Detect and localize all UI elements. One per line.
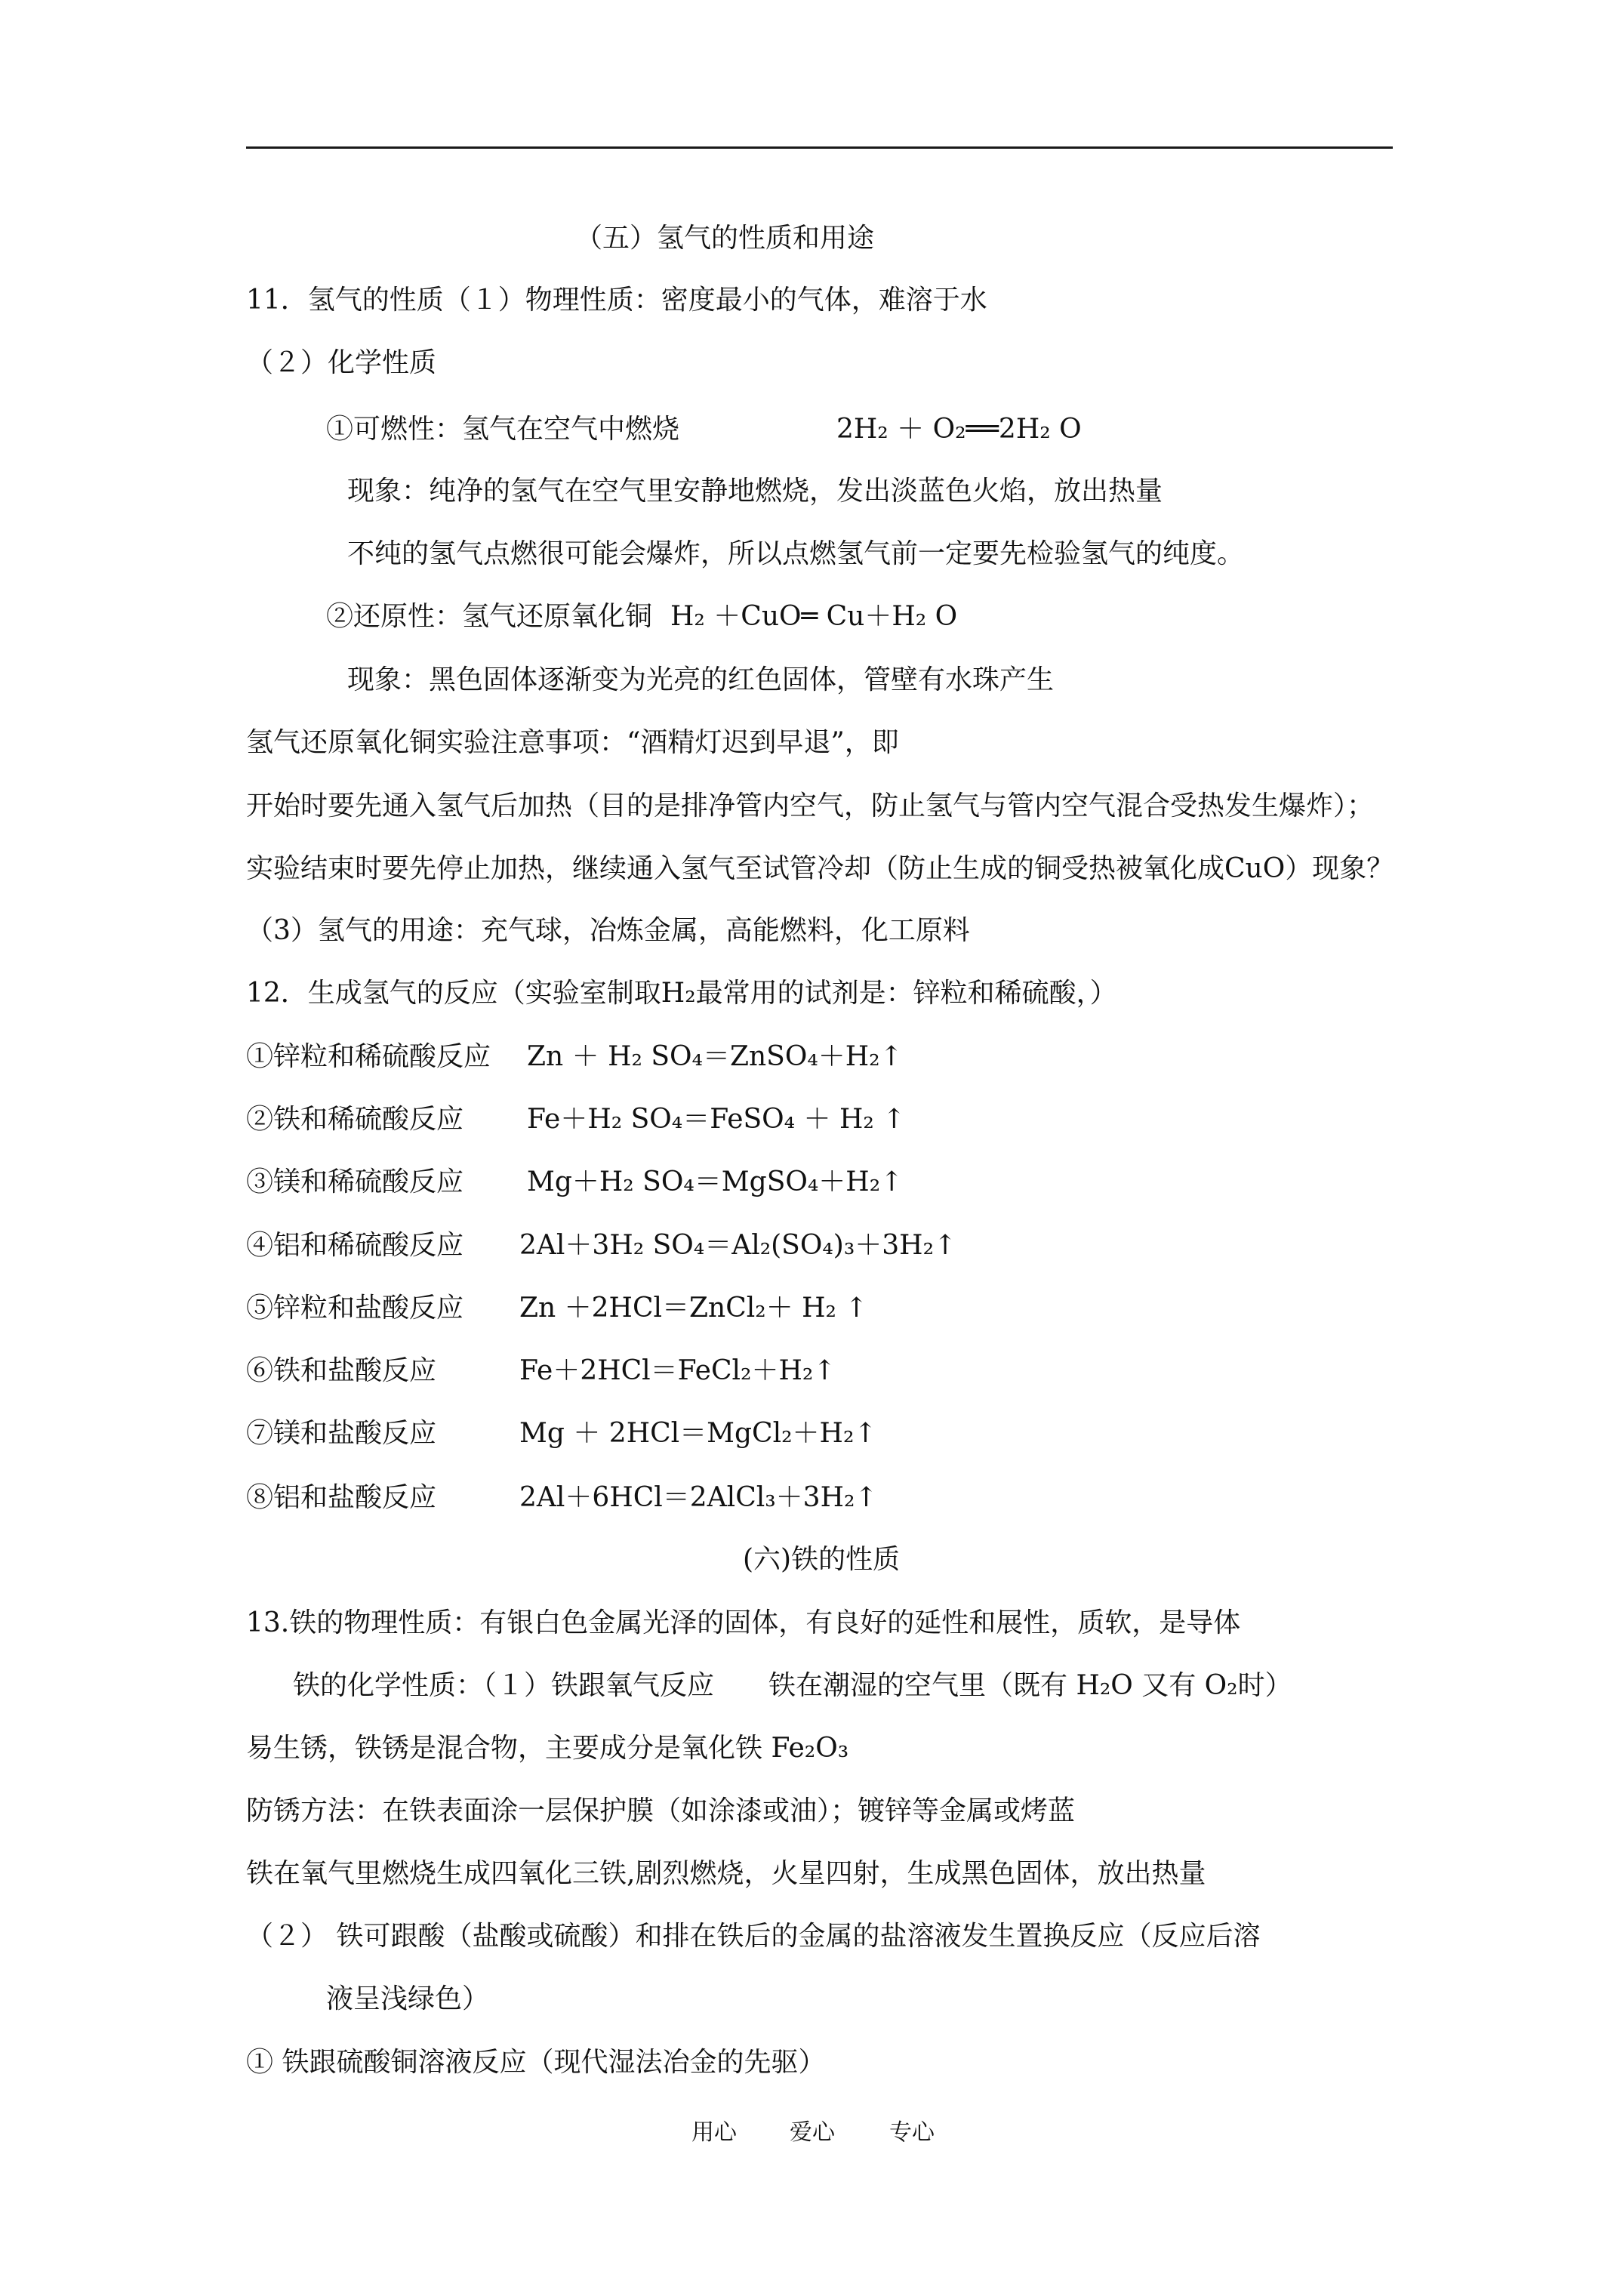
footer-text: 爱心 bbox=[790, 2119, 835, 2146]
combustion-phenomenon: 现象：纯净的氢气在空气里安静地燃烧，发出淡蓝色火焰，放出热量 bbox=[347, 476, 1163, 507]
combustion-note: 不纯的氢气点燃很可能会爆炸，所以点燃氢气前一定要先检验氢气的纯度。 bbox=[347, 538, 1245, 569]
iron-burning: 铁在氧气里燃烧生成四氧化三铁,剧烈燃烧，火星四射，生成黑色固体，放出热量 bbox=[246, 1858, 1206, 1889]
rust-prevention: 防锈方法：在铁表面涂一层保护膜（如涂漆或油）；镀锌等金属或烤蓝 bbox=[246, 1795, 1076, 1826]
iron-copper-sulfate: ① 铁跟硫酸铜溶液反应（现代湿法冶金的先驱） bbox=[246, 2047, 826, 2078]
reaction-equation: Mg＋H₂ SO₄＝MgSO₄＋H₂↑ bbox=[527, 1166, 904, 1197]
experiment-start: 开始时要先通入氢气后加热（目的是排净管内空气，防止氢气与管内空气混合受热发生爆炸）； bbox=[246, 791, 1375, 821]
header-rule bbox=[246, 146, 1393, 149]
paragraph-12: 12．生成氢气的反应（实验室制取H₂最常用的试剂是：锌粒和稀硫酸，） bbox=[246, 978, 1117, 1009]
reaction-label: ①锌粒和稀硫酸反应 bbox=[246, 1041, 491, 1072]
reducibility-label: ②还原性：氢气还原氧化铜 bbox=[326, 601, 653, 632]
paragraph-13: 13.铁的物理性质：有银白色金属光泽的固体，有良好的延性和展性，质软，是导体 bbox=[246, 1607, 1241, 1638]
footer-text: 专心 bbox=[889, 2119, 935, 2146]
reduction-phenomenon: 现象：黑色固体逐渐变为光亮的红色固体，管壁有水珠产生 bbox=[347, 664, 1055, 695]
reaction-label: ③镁和稀硫酸反应 bbox=[246, 1166, 464, 1197]
experiment-end: 实验结束时要先停止加热，继续通入氢气至试管冷却（防止生成的铜受热被氧化成CuO）现象？ bbox=[246, 853, 1394, 884]
footer-text: 用心 bbox=[691, 2119, 737, 2146]
reaction-label: ⑦镁和盐酸反应 bbox=[246, 1418, 437, 1449]
iron-acid-reaction: （２） 铁可跟酸（盐酸或硫酸）和排在铁后的金属的盐溶液发生置换反应（反应后溶 bbox=[246, 1921, 1261, 1952]
hydrogen-uses: （3）氢气的用途：充气球，冶炼金属，高能燃料，化工原料 bbox=[246, 915, 970, 946]
reaction-equation: 2Al＋3H₂ SO₄＝Al₂(SO₄)₃＋3H₂↑ bbox=[519, 1230, 957, 1261]
section-title-hydrogen: （五）氢气的性质和用途 bbox=[575, 223, 875, 254]
reaction-equation: Fe＋2HCl＝FeCl₂＋H₂↑ bbox=[519, 1355, 836, 1386]
reaction-equation: 2Al＋6HCl＝2AlCl₃＋3H₂↑ bbox=[519, 1482, 878, 1513]
reaction-label: ⑥铁和盐酸反应 bbox=[246, 1355, 437, 1386]
reaction-label: ②铁和稀硫酸反应 bbox=[246, 1104, 464, 1135]
experiment-note: 氢气还原氧化铜实验注意事项：“酒精灯迟到早退”，即 bbox=[246, 727, 899, 758]
combustibility-label: ①可燃性：氢气在空气中燃烧 bbox=[326, 414, 680, 445]
iron-acid-reaction-continued: 液呈浅绿色） bbox=[326, 1983, 490, 2014]
reduction-equation: H₂ ＋CuO═ Cu＋H₂ O bbox=[670, 601, 958, 632]
reaction-label: ④铝和稀硫酸反应 bbox=[246, 1230, 464, 1261]
iron-rust: 易生锈，铁锈是混合物，主要成分是氧化铁 Fe₂O₃ bbox=[246, 1733, 849, 1764]
iron-chemical-properties: 铁的化学性质：（１）铁跟氧气反应 铁在潮湿的空气里（既有 H₂O 又有 O₂时） bbox=[293, 1670, 1292, 1701]
reaction-equation: Fe＋H₂ SO₄＝FeSO₄ ＋ H₂ ↑ bbox=[527, 1104, 906, 1135]
chemical-properties-heading: （２）化学性质 bbox=[246, 347, 437, 378]
reaction-label: ⑤锌粒和盐酸反应 bbox=[246, 1293, 464, 1324]
paragraph-11: 11．氢气的性质（１）物理性质：密度最小的气体，难溶于水 bbox=[246, 285, 987, 316]
reaction-equation: Mg ＋ 2HCl＝MgCl₂＋H₂↑ bbox=[519, 1418, 877, 1449]
combustion-equation: 2H₂ ＋ O₂══2H₂ O bbox=[836, 414, 1082, 445]
reaction-label: ⑧铝和盐酸反应 bbox=[246, 1482, 437, 1513]
reaction-equation: Zn ＋ H₂ SO₄＝ZnSO₄＋H₂↑ bbox=[527, 1041, 903, 1072]
reaction-equation: Zn ＋2HCl＝ZnCl₂＋ H₂ ↑ bbox=[519, 1293, 868, 1324]
section-title-iron: (六)铁的性质 bbox=[743, 1544, 901, 1575]
